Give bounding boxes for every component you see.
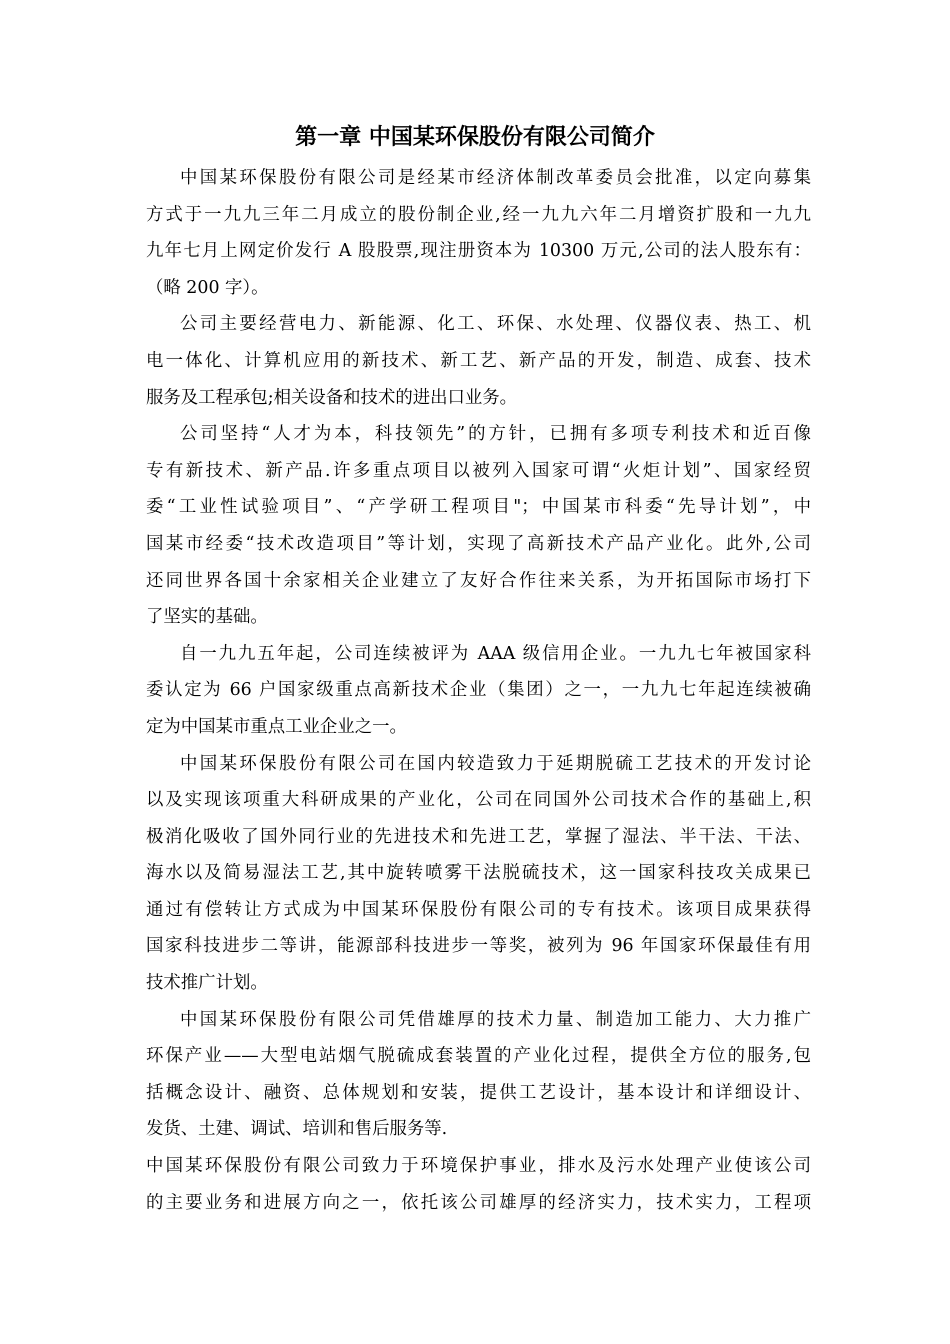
text-line: 了坚实的基础。 <box>146 607 268 628</box>
text-line: 自一九九五年起，公司连续被评为 AAA 级信用企业。一九九七年被国家科 <box>180 643 811 664</box>
chapter-title: 第一章 中国某环保股份有限公司简介 <box>295 125 655 150</box>
text-line: 还同世界各国十余家相关企业建立了友好合作往来关系，为开拓国际市场打下 <box>146 570 811 591</box>
text-line: 技术推广计划。 <box>146 973 268 994</box>
text-line: 定为中国某市重点工业企业之一。 <box>146 716 407 737</box>
text-line: 极消化吸收了国外同行业的先进技术和先进工艺，掌握了湿法、半干法、干法、 <box>146 826 811 847</box>
text-line: 委“工业性试验项目”、“产学研工程项目"；中国某市科委“先导计划”，中 <box>146 497 811 518</box>
text-line: 通过有偿转让方式成为中国某环保股份有限公司的专有技术。该项目成果获得 <box>146 899 811 920</box>
text-line: 括概念设计、融资、总体规划和安装，提供工艺设计，基本设计和详细设计、 <box>146 1082 811 1103</box>
text-line: （略 200 字）。 <box>146 277 269 298</box>
text-line: 以及实现该项重大科研成果的产业化，公司在同国外公司技术合作的基础上,积 <box>146 790 811 811</box>
text-line: 中国某环保股份有限公司在国内较造致力于延期脱硫工艺技术的开发讨论 <box>180 753 811 774</box>
text-line: 中国某环保股份有限公司是经某市经济体制改革委员会批准，以定向募集 <box>180 168 811 188</box>
text-line: 中国某环保股份有限公司凭借雄厚的技术力量、制造加工能力、大力推广 <box>180 1009 811 1030</box>
text-line: 公司主要经营电力、新能源、化工、环保、水处理、仪器仪表、热工、机 <box>180 314 811 335</box>
text-line: 电一体化、计算机应用的新技术、新工艺、新产品的开发，制造、成套、技术 <box>146 350 811 371</box>
text-line: 中国某环保股份有限公司致力于环境保护事业，排水及污水处理产业使该公司 <box>146 1156 811 1177</box>
text-line: 环保产业——大型电站烟气脱硫成套装置的产业化过程，提供全方位的服务,包 <box>146 1046 811 1067</box>
text-line: 公司坚持“人才为本，科技领先”的方针，已拥有多项专利技术和近百像 <box>180 424 811 445</box>
text-line: 海水以及简易湿法工艺,其中旋转喷雾干法脱硫技术，这一国家科技攻关成果已 <box>146 863 811 884</box>
document-body <box>146 160 811 1221</box>
text-line: 专有新技术、新产品.许多重点项目以被列入国家可谓“火炬计划”、国家经贸 <box>146 460 811 481</box>
text-line: 国家科技进步二等讲，能源部科技进步一等奖，被列为 96 年国家环保最佳有用 <box>146 936 811 957</box>
text-line: 委认定为 66 户国家级重点高新技术企业（集团）之一，一九九七年起连续被确 <box>146 680 811 701</box>
text-line: 国某市经委“技术改造项目”等计划，实现了高新技术产品产业化。此外,公司 <box>146 533 811 554</box>
text-line: 方式于一九九三年二月成立的股份制企业,经一九九六年二月增资扩股和一九九 <box>146 204 811 225</box>
text-line: 发货、土建、调试、培训和售后服务等. <box>146 1119 448 1140</box>
text-line: 服务及工程承包;相关设备和技术的进出口业务。 <box>146 387 518 408</box>
text-line: 九年七月上网定价发行 A 股股票,现注册资本为 10300 万元,公司的法人股东有： <box>146 241 811 262</box>
text-line: 的主要业务和进展方向之一，依托该公司雄厚的经济实力，技术实力，工程项 <box>146 1192 811 1213</box>
